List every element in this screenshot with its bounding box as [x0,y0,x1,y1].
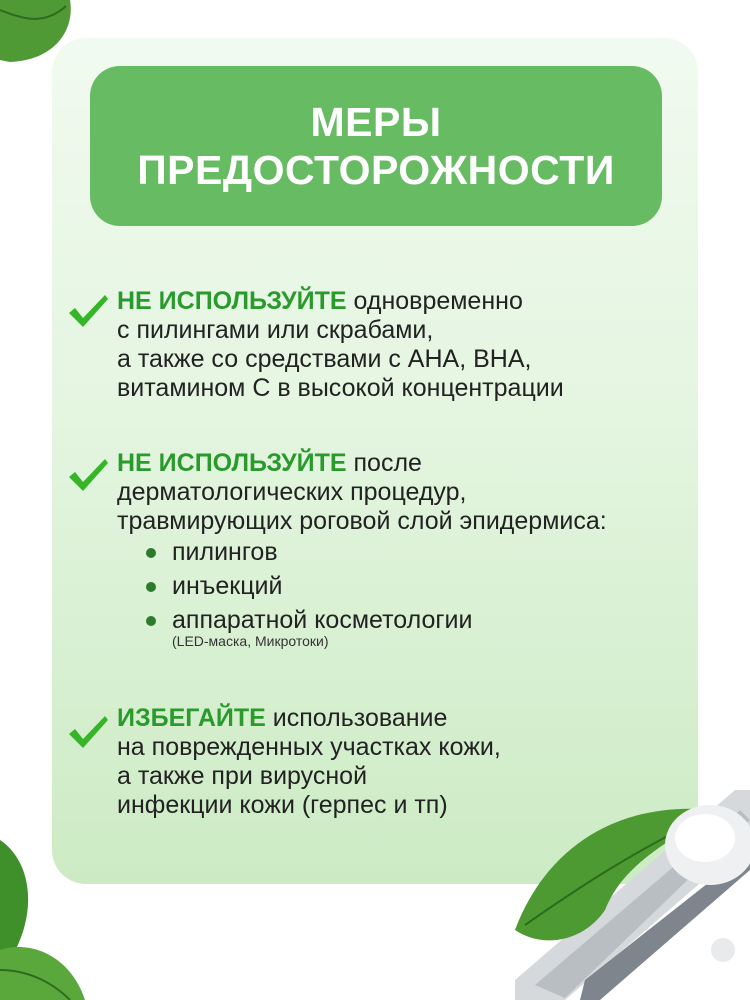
item-2-text-first: после [346,449,422,477]
item-3-line: а также при вирусной [117,762,368,790]
device-decoration [495,780,750,1000]
item-3-line: на поврежденных участках кожи, [117,733,501,761]
item-1 [117,287,564,403]
item-1-line: витамином С в высокой концентрации [117,374,564,402]
item-2-highlight: НЕ ИСПОЛЬЗУЙТЕ [117,449,347,477]
item-1-line: с пилингами или скрабами, [117,316,434,344]
bullet-item [146,606,472,635]
title-line-1: МЕРЫ [310,99,442,145]
leaf-bottom-left [0,830,100,1000]
bullet-item [146,538,278,567]
bullet-item [146,572,283,601]
item-3 [117,704,501,820]
bullet-dot [146,548,156,558]
check-icon [66,291,110,331]
item-1-line: а также со средствами с АНА, ВНА, [117,345,532,373]
check-icon [66,455,110,495]
title-line-2: ПРЕДОСТОРОЖНОСТИ [137,147,615,193]
item-2-line: травмирующих роговой слой эпидермиса: [117,507,607,535]
title-banner [90,66,662,226]
item-3-highlight: ИЗБЕГАЙТЕ [117,704,266,732]
item-3-line: инфекции кожи (герпес и тп) [117,791,448,819]
bullet-text: инъекций [172,572,283,600]
check-icon [66,712,110,752]
item-2 [117,449,607,536]
bullet-text: пилингов [172,538,278,566]
bullet-text: аппаратной косметологии [172,606,473,634]
item-3-text-first: использование [265,704,448,732]
item-2-line: дерматологических процедур, [117,478,467,506]
item-1-highlight: НЕ ИСПОЛЬЗУЙТЕ [117,287,347,315]
bullet-note: (LED-маска, Микротоки) [172,633,329,649]
bullet-dot [146,582,156,592]
bullet-dot [146,616,156,626]
item-1-text-first: одновременно [346,287,523,315]
